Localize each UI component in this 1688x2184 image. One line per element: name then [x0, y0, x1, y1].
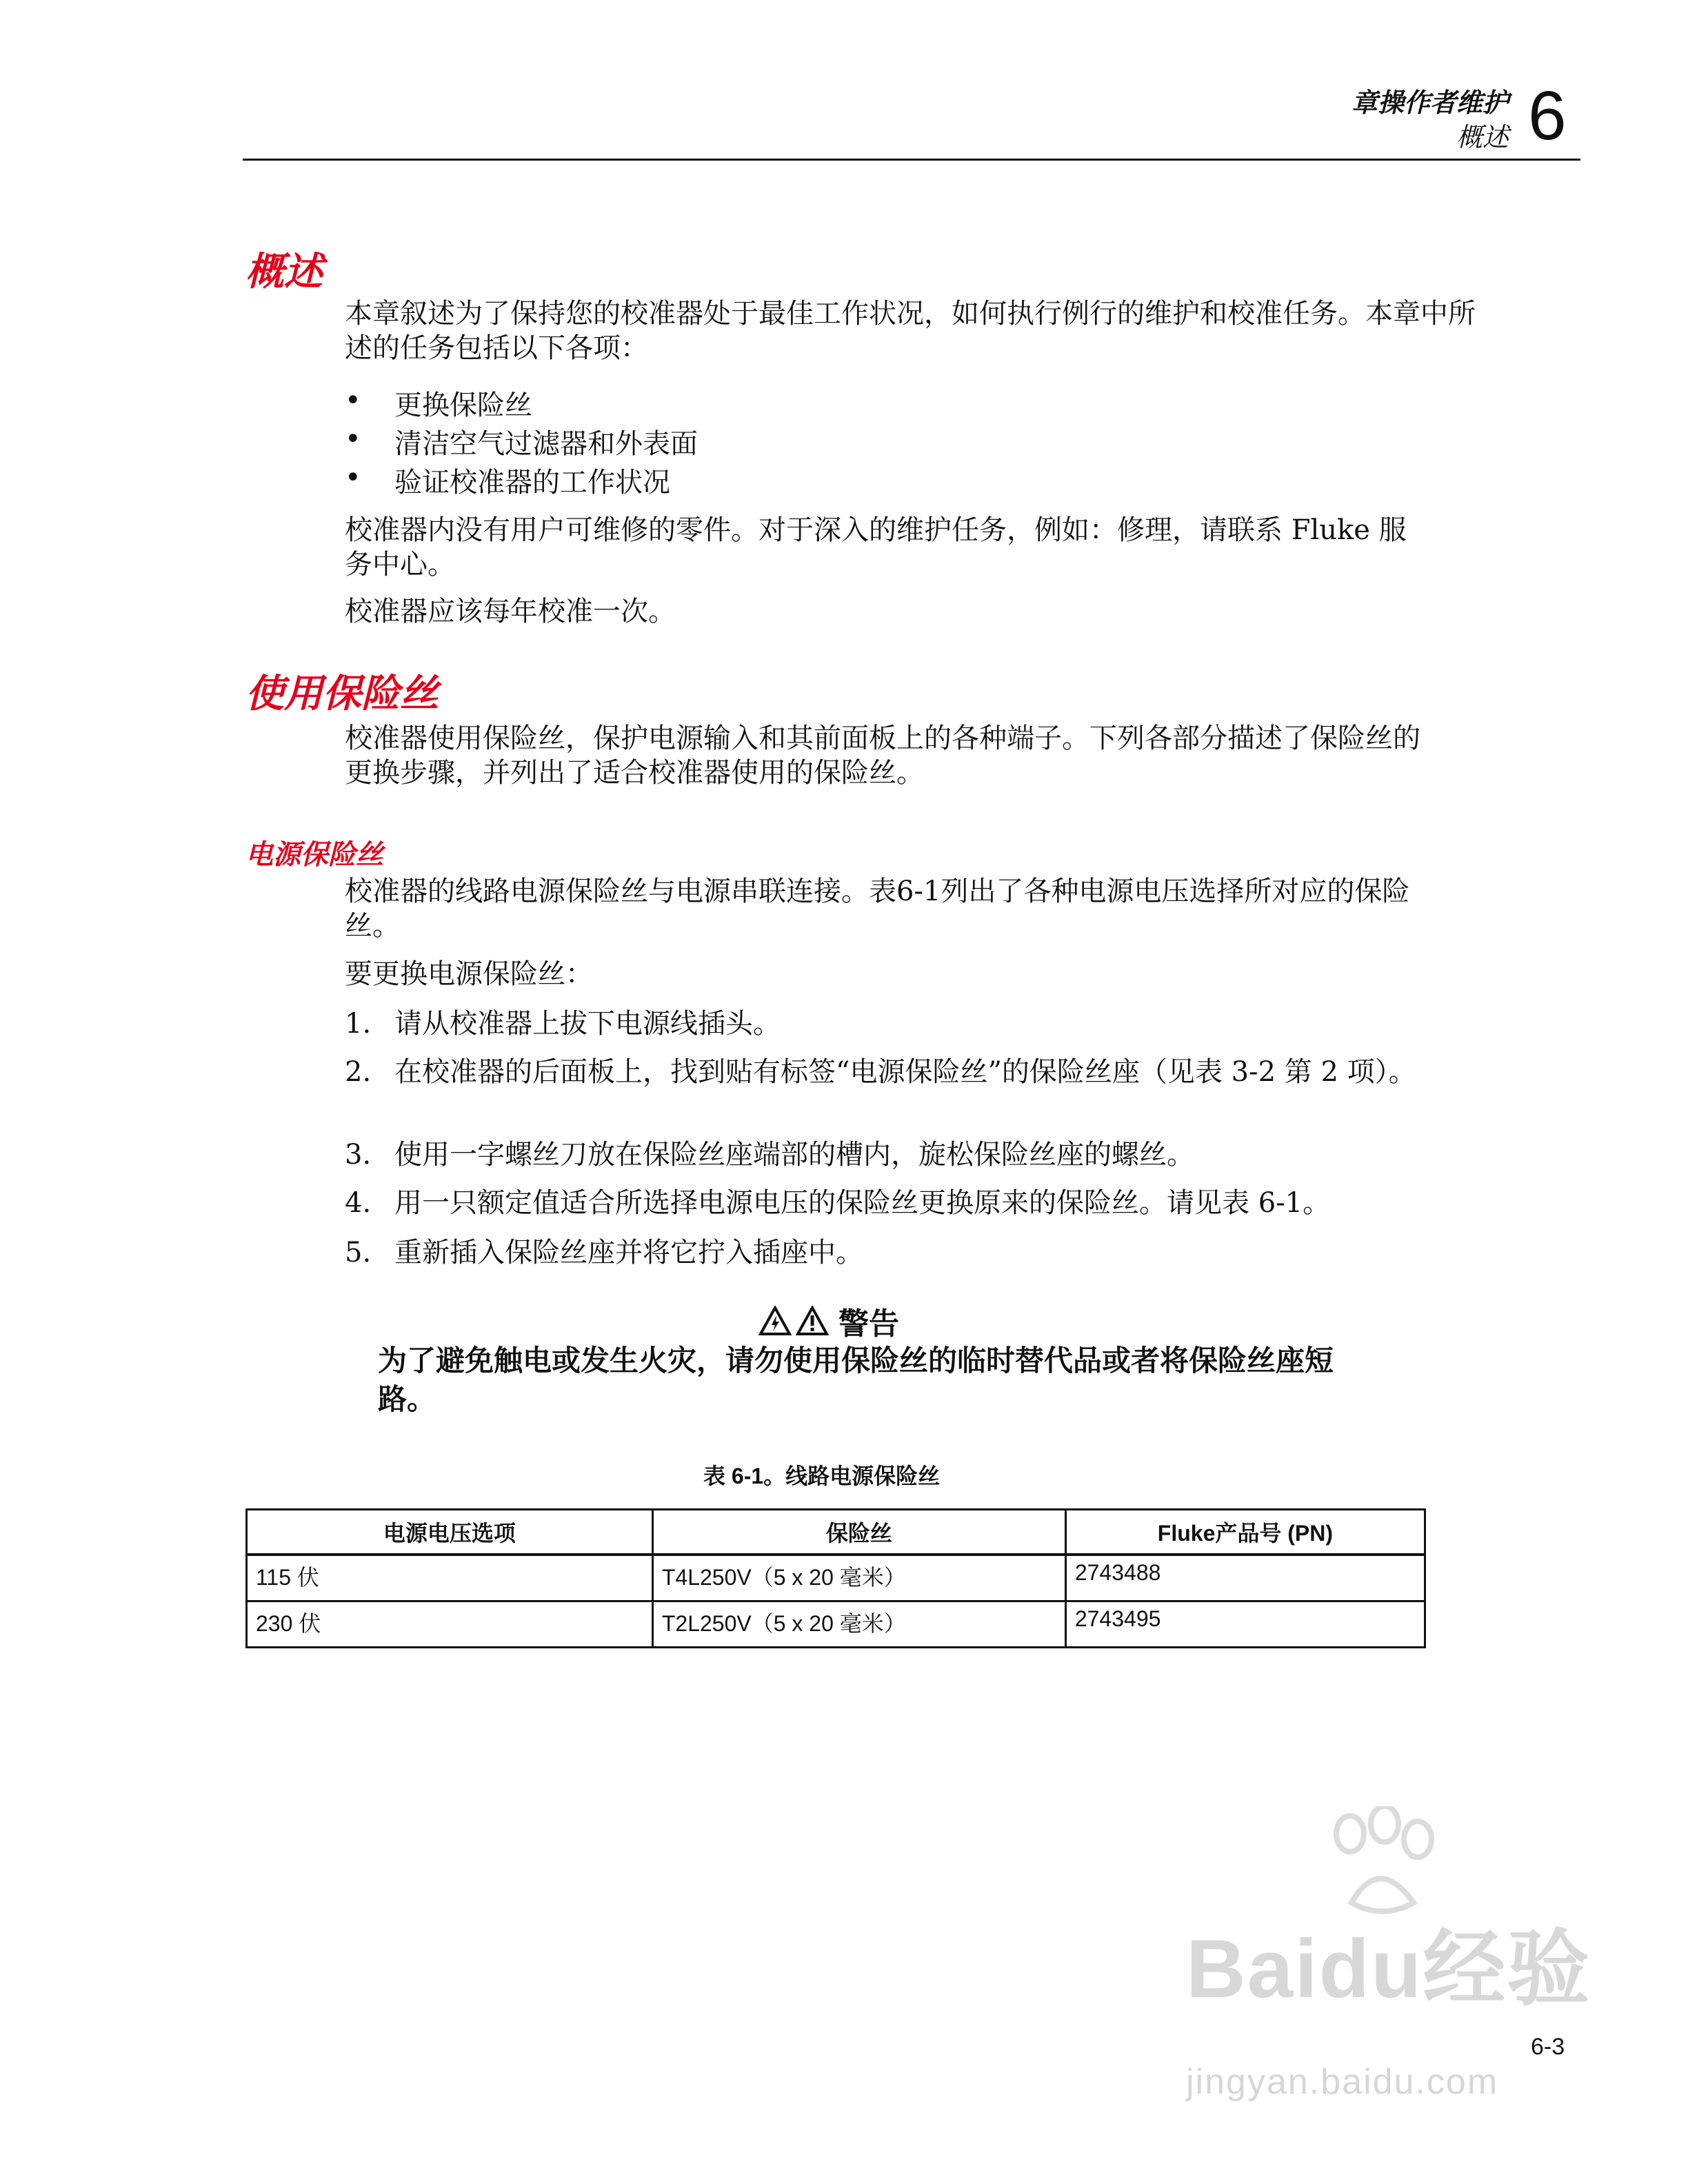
table-header-cell: Fluke产品号 (PN) — [1065, 1510, 1425, 1555]
table-row — [247, 1555, 1425, 1601]
table-header-row — [247, 1510, 1425, 1555]
step-number: 1. — [345, 1008, 372, 1040]
chapter-number: 6 — [1528, 77, 1567, 154]
warning-heading — [758, 1299, 899, 1343]
watermark-url: jingyan.baidu.com — [1186, 2062, 1499, 2102]
caution-warning-icon — [796, 1306, 829, 1336]
calibration-note: 校准器应该每年校准一次。 — [345, 596, 676, 627]
watermark-brand: Baidu经验 — [1186, 1923, 1591, 2015]
step-text: 重新插入保险丝座并将它拧入插座中。 — [394, 1237, 863, 1268]
table-header-cell: 电源电压选项 — [247, 1510, 653, 1555]
overview-intro: 本章叙述为了保持您的校准器处于最佳工作状况，如何执行例行的维护和校准任务。本章中所述的任务包括以下各项： — [345, 298, 1476, 364]
bullet-item: 验证校准器的工作状况 — [394, 467, 670, 498]
table-cell: T4L250V（5 x 20 毫米） — [652, 1555, 1065, 1601]
electric-shock-warning-icon — [758, 1306, 792, 1336]
bullet-icon: • — [345, 423, 361, 455]
fuse-table — [245, 1508, 1426, 1648]
line-fuse-heading: 电源保险丝 — [245, 838, 383, 871]
line-fuse-intro: 校准器的线路电源保险丝与电源串联连接。表6-1列出了各种电源电压选择所对应的保险丝。 — [345, 876, 1410, 942]
table-caption: 表 6-1。线路电源保险丝 — [703, 1464, 941, 1488]
bullet-item: 更换保险丝 — [394, 390, 532, 421]
service-note: 校准器内没有用户可维修的零件。对于深入的维护任务，例如：修理，请联系 Fluke 服务中心。 — [345, 514, 1407, 580]
warning-title: 警告 — [838, 1307, 899, 1341]
step-number: 4. — [345, 1187, 372, 1219]
table-cell: T2L250V（5 x 20 毫米） — [652, 1601, 1065, 1648]
running-header-chapter: 章操作者维护 — [1351, 87, 1509, 118]
table-header-cell: 保险丝 — [652, 1510, 1065, 1555]
table-cell: 2743495 — [1065, 1601, 1425, 1648]
fuses-intro: 校准器使用保险丝，保护电源输入和其前面板上的各种端子。下列各部分描述了保险丝的更换步骤，并列出了适合校准器使用的保险丝。 — [345, 722, 1420, 789]
procedure-intro: 要更换电源保险丝： — [345, 958, 593, 990]
page-number: 6-3 — [1531, 2034, 1565, 2060]
header-rule — [243, 159, 1580, 161]
table-cell: 230 伏 — [247, 1601, 653, 1648]
bullet-icon: • — [345, 385, 361, 416]
overview-heading: 概述 — [245, 249, 323, 294]
table-cell: 115 伏 — [247, 1555, 653, 1601]
step-text: 请从校准器上拔下电源线插头。 — [394, 1008, 781, 1040]
bullet-icon: • — [345, 462, 361, 494]
step-text: 使用一字螺丝刀放在保险丝座端部的槽内，旋松保险丝座的螺丝。 — [394, 1139, 1194, 1171]
step-number: 5. — [345, 1237, 372, 1268]
running-header-section: 概述 — [1456, 122, 1509, 152]
bullet-item: 清洁空气过滤器和外表面 — [394, 428, 698, 460]
step-number: 2. — [345, 1056, 372, 1088]
table-row — [247, 1601, 1425, 1648]
fuses-heading: 使用保险丝 — [245, 671, 439, 716]
step-text: 用一只额定值适合所选择电源电压的保险丝更换原来的保险丝。请见表 6-1。 — [394, 1187, 1331, 1219]
step-number: 3. — [345, 1139, 372, 1171]
step-text: 在校准器的后面板上，找到贴有标签“电源保险丝”的保险丝座（见表 3-2 第 2 项）。 — [394, 1056, 1416, 1088]
warning-text: 为了避免触电或发生火灾，请勿使用保险丝的临时替代品或者将保险丝座短路。 — [378, 1344, 1334, 1415]
table-cell: 2743488 — [1065, 1555, 1425, 1601]
